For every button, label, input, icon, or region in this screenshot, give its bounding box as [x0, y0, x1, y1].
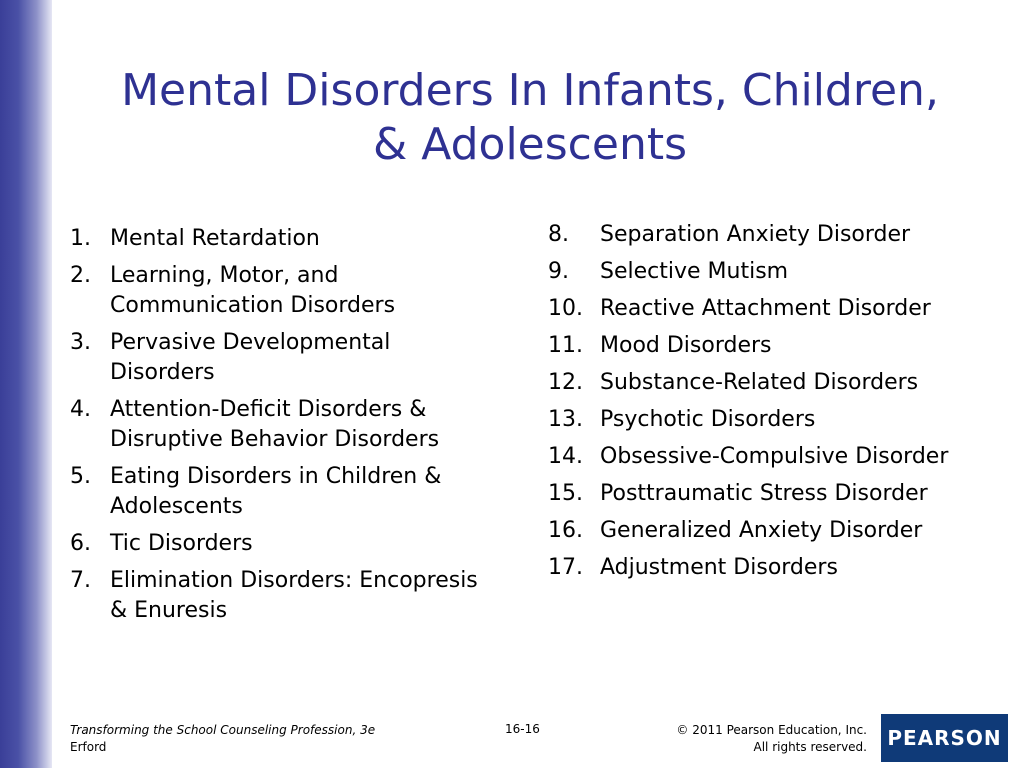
list-item-text: Mood Disorders: [600, 333, 772, 358]
list-item-number: 10.: [548, 296, 583, 321]
list-item-number: 5.: [70, 464, 91, 489]
list-item: [548, 516, 1008, 546]
list-item-number: 2.: [70, 263, 91, 288]
decorative-side-bar: [0, 0, 52, 768]
pearson-logo: [881, 714, 1008, 762]
list-item: [548, 220, 1008, 250]
list-item-number: 7.: [70, 568, 91, 593]
footer-copyright-line: © 2011 Pearson Education, Inc.: [676, 723, 867, 737]
list-item-text: Separation Anxiety Disorder: [600, 222, 911, 247]
list-item-text: Psychotic Disorders: [600, 407, 816, 432]
list-item-text: Posttraumatic Stress Disorder: [600, 481, 928, 506]
pearson-logo-text: PEARSON: [887, 726, 1002, 750]
list-item-text: Obsessive-Compulsive Disorder: [600, 444, 949, 469]
footer-copyright: [620, 722, 867, 756]
list-item: [70, 462, 500, 522]
list-item-number: 16.: [548, 518, 583, 543]
list-item-number: 6.: [70, 531, 91, 556]
list-item-text: Reactive Attachment Disorder: [600, 296, 931, 321]
list-item-number: 8.: [548, 222, 569, 247]
list-item-text: Substance-Related Disorders: [600, 370, 919, 395]
footer-book-info: [70, 722, 375, 756]
list-item: [70, 224, 500, 254]
list-item: [548, 442, 1008, 472]
list-item-text: Tic Disorders: [110, 531, 253, 556]
list-item-text: Eating Disorders in Children & Adolescents: [110, 464, 442, 519]
list-item: [548, 553, 1008, 583]
list-item: [548, 331, 1008, 361]
list-item: [70, 566, 500, 626]
list-item-number: 13.: [548, 407, 583, 432]
list-item-text: Pervasive Developmental Disorders: [110, 330, 391, 385]
list-item-text: Mental Retardation: [110, 226, 320, 251]
list-item: [70, 328, 500, 388]
footer-book-title: Transforming the School Counseling Profession, 3e: [70, 723, 376, 737]
list-item-text: Adjustment Disorders: [600, 555, 838, 580]
list-item-text: Attention-Deficit Disorders & Disruptive Behavior Disorders: [110, 397, 440, 452]
list-item: [548, 257, 1008, 287]
list-item-number: 1.: [70, 226, 91, 251]
disorder-list-right: [548, 220, 1008, 590]
list-item-number: 15.: [548, 481, 583, 506]
list-item: [548, 294, 1008, 324]
list-item: [548, 405, 1008, 435]
slide-title: [60, 64, 1000, 172]
footer-author: Erford: [70, 740, 107, 754]
list-item: [70, 529, 500, 559]
footer-page-number: 16-16: [505, 722, 540, 736]
footer-rights-line: All rights reserved.: [753, 740, 867, 754]
list-item-number: 12.: [548, 370, 583, 395]
slide-title-line-1: Mental Disorders In Infants, Children,: [121, 65, 939, 116]
list-item-number: 4.: [70, 397, 91, 422]
list-item-number: 3.: [70, 330, 91, 355]
list-item: [70, 261, 500, 321]
disorder-list-left: [70, 224, 500, 633]
list-item: [70, 395, 500, 455]
list-item-number: 14.: [548, 444, 583, 469]
list-item-text: Elimination Disorders: Encopresis & Enuresis: [110, 568, 478, 623]
list-item: [548, 479, 1008, 509]
list-item-number: 9.: [548, 259, 569, 284]
slide-title-line-2: & Adolescents: [372, 119, 687, 170]
list-item-number: 11.: [548, 333, 583, 358]
list-item-text: Selective Mutism: [600, 259, 789, 284]
list-item-text: Generalized Anxiety Disorder: [600, 518, 923, 543]
list-item: [548, 368, 1008, 398]
list-item-number: 17.: [548, 555, 583, 580]
list-item-text: Learning, Motor, and Communication Disorders: [110, 263, 396, 318]
